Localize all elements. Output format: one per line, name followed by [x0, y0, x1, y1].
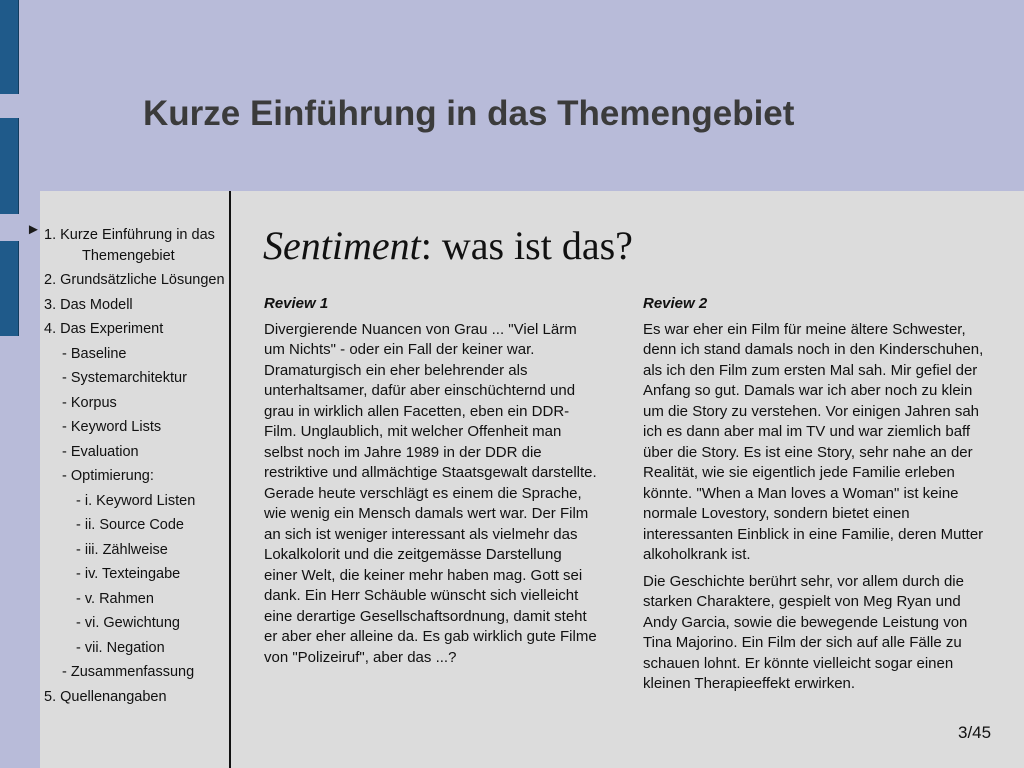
nav-item-gewichtung[interactable]: - vi. Gewichtung	[76, 615, 180, 631]
edge-tab-2	[0, 118, 19, 214]
nav-item-keyword-listen[interactable]: - i. Keyword Listen	[76, 492, 196, 509]
outline-nav	[44, 225, 229, 711]
nav-item-zaehlweise[interactable]: - iii. Zählweise	[76, 541, 168, 558]
review-2-text-1: Es war eher ein Film für meine ältere Schwester, denn ich stand damals noch in den Kinderschuhen, als ich den Film zum ersten Mal sah. Mir gefiel der Anfang so gut. Damals war ich aber noch zu klein um die Story zu verstehen. Vor einigen Jahren sah ich es dann aber mal im TV und war ziemlich baff über die Story. Es ist eine Story, sehr nahe an der Realität, wie sie eigentlich jede Familie erleben könnte. "When a Man loves a Woman" ist keine normale Lovestory, sondern bietet einen interessanten Einblick in eine Familie, deren Mutter alkoholkrank ist.	[643, 320, 984, 563]
edge-tab-1	[0, 0, 19, 94]
nav-item-experiment[interactable]: 4. Das Experiment	[44, 321, 164, 337]
nav-item-optimierung[interactable]: - Optimierung:	[62, 468, 154, 484]
review-1-text: Divergierende Nuancen von Grau ... "Viel Lärm um Nichts" - oder ein Fall der keiner war. Dramaturgisch ein eher belehrender als unterhaltsamer, dafür aber einschüchternd und grau in wirklich allen Facetten, eben ein DDR-Film. Unglaublich, mit welcher Offenheit man selbst noch im Jahre 1989 in der DDR die restriktive und allmächtige Staatsgewalt darstellte. Gerade heute verschlägt es einem die Sprache, wie wenig ein Mensch damals wert war. Der Film an sich ist weniger interessant als vielmehr das Lokalkolorit und die zeitgemässe Darstellung einer Welt, die keiner mehr haben mag. Gott sei dank. Ein Herr Schäuble wünscht sich vielleicht eine derartige Gesellschaftsordnung, damit steht er aber eher alleine da. Es gab wirklich gute Filme von "Polizeiruf", aber das ...?	[264, 320, 597, 666]
nav-item-systemarchitektur[interactable]: - Systemarchitektur	[62, 370, 187, 386]
nav-divider	[229, 191, 231, 768]
review-2-text-2: Die Geschichte berührt sehr, vor allem durch die starken Charaktere, gespielt von Meg Ryan und Andy Garcia, sowie die bewegende Leistung von Tina Majorino. Ein Film der sich auf alle Fälle zu schauen lohnt. Er könnte vielleicht sogar einen kleinen Therapieeffekt erwirken.	[643, 572, 968, 692]
review-1	[264, 294, 599, 674]
nav-item-source-code[interactable]: - ii. Source Code	[76, 517, 184, 533]
nav-item-rahmen[interactable]: - v. Rahmen	[76, 590, 154, 607]
review-1-title: Review 1	[264, 295, 329, 312]
nav-item-evaluation[interactable]: - Evaluation	[62, 443, 139, 460]
main-heading-rest: : was ist das?	[420, 223, 633, 268]
main-heading-italic: Sentiment	[263, 223, 421, 268]
current-section-marker-icon: ►	[26, 221, 41, 238]
main-heading	[263, 222, 633, 269]
nav-item-korpus[interactable]: - Korpus	[62, 394, 117, 411]
review-2-title: Review 2	[643, 295, 708, 312]
nav-item-einfuehrung[interactable]: 1. Kurze Einführung in das Themengebiet	[44, 227, 215, 264]
nav-item-baseline[interactable]: - Baseline	[62, 345, 127, 362]
nav-item-texteingabe[interactable]: - iv. Texteingabe	[76, 566, 181, 582]
nav-item-negation[interactable]: - vii. Negation	[76, 639, 165, 656]
page-number: 3/45	[958, 723, 992, 742]
nav-item-modell[interactable]: 3. Das Modell	[44, 296, 133, 313]
slide-title: Kurze Einführung in das Themengebiet	[143, 94, 795, 133]
nav-item-quellenangaben[interactable]: 5. Quellenangaben	[44, 688, 167, 705]
nav-item-keyword-lists[interactable]: - Keyword Lists	[62, 419, 162, 435]
review-2	[643, 294, 988, 701]
edge-tab-3	[0, 241, 19, 336]
nav-item-zusammenfassung[interactable]: - Zusammenfassung	[62, 664, 195, 680]
nav-item-loesungen[interactable]: 2. Grundsätzliche Lösungen	[44, 272, 225, 288]
